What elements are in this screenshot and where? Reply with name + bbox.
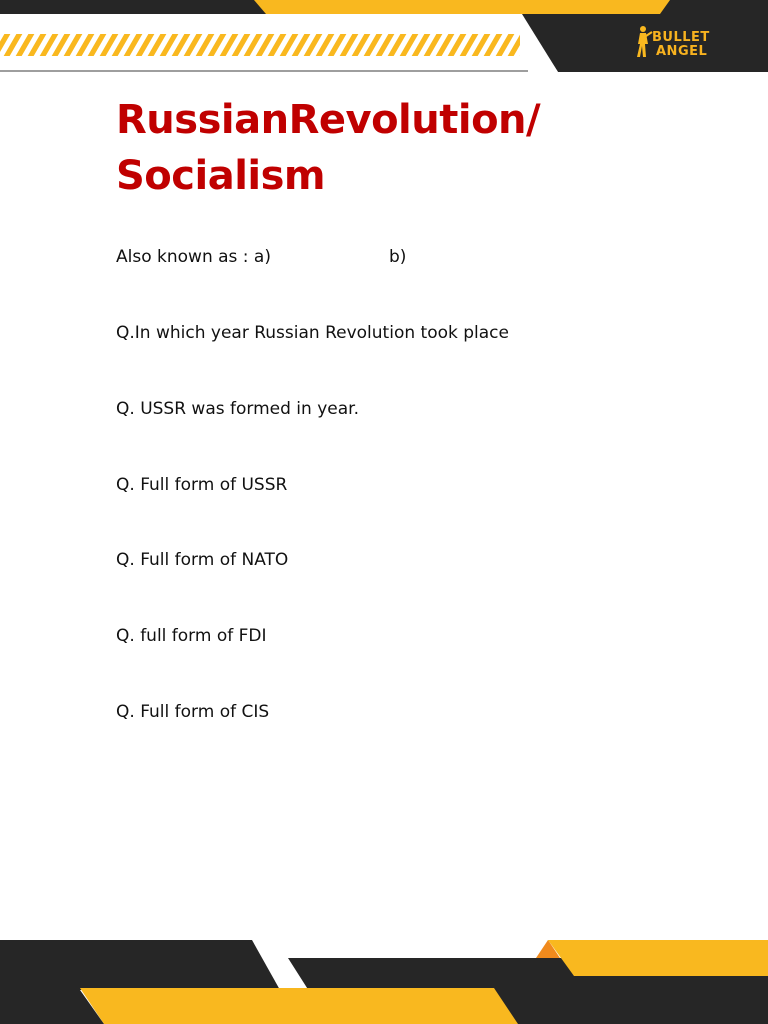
footer-yellow-band-right xyxy=(548,940,768,976)
header-yellow-band xyxy=(254,0,670,14)
also-known-as-a: Also known as : a) xyxy=(116,247,271,267)
question-3: Q. Full form of USSR xyxy=(116,475,288,495)
footer-dark-band-left xyxy=(0,940,280,990)
logo-text-line1: BULLET xyxy=(652,30,710,45)
question-5: Q. full form of FDI xyxy=(116,626,267,646)
title-line-2: Socialism xyxy=(116,153,326,199)
footer-yellow-band-left xyxy=(80,988,518,1024)
question-2: Q. USSR was formed in year. xyxy=(116,399,359,419)
also-known-as-b: b) xyxy=(389,247,407,267)
logo-text-line2: ANGEL xyxy=(656,44,708,59)
question-1: Q.In which year Russian Revolution took place xyxy=(116,323,509,343)
question-4: Q. Full form of NATO xyxy=(116,550,289,570)
page-title xyxy=(116,92,540,204)
title-line-1: RussianRevolution/ xyxy=(116,97,541,143)
hazard-stripes xyxy=(0,34,520,56)
also-known-as-line xyxy=(116,247,271,267)
header-rule xyxy=(0,70,528,72)
question-6: Q. Full form of CIS xyxy=(116,702,270,722)
